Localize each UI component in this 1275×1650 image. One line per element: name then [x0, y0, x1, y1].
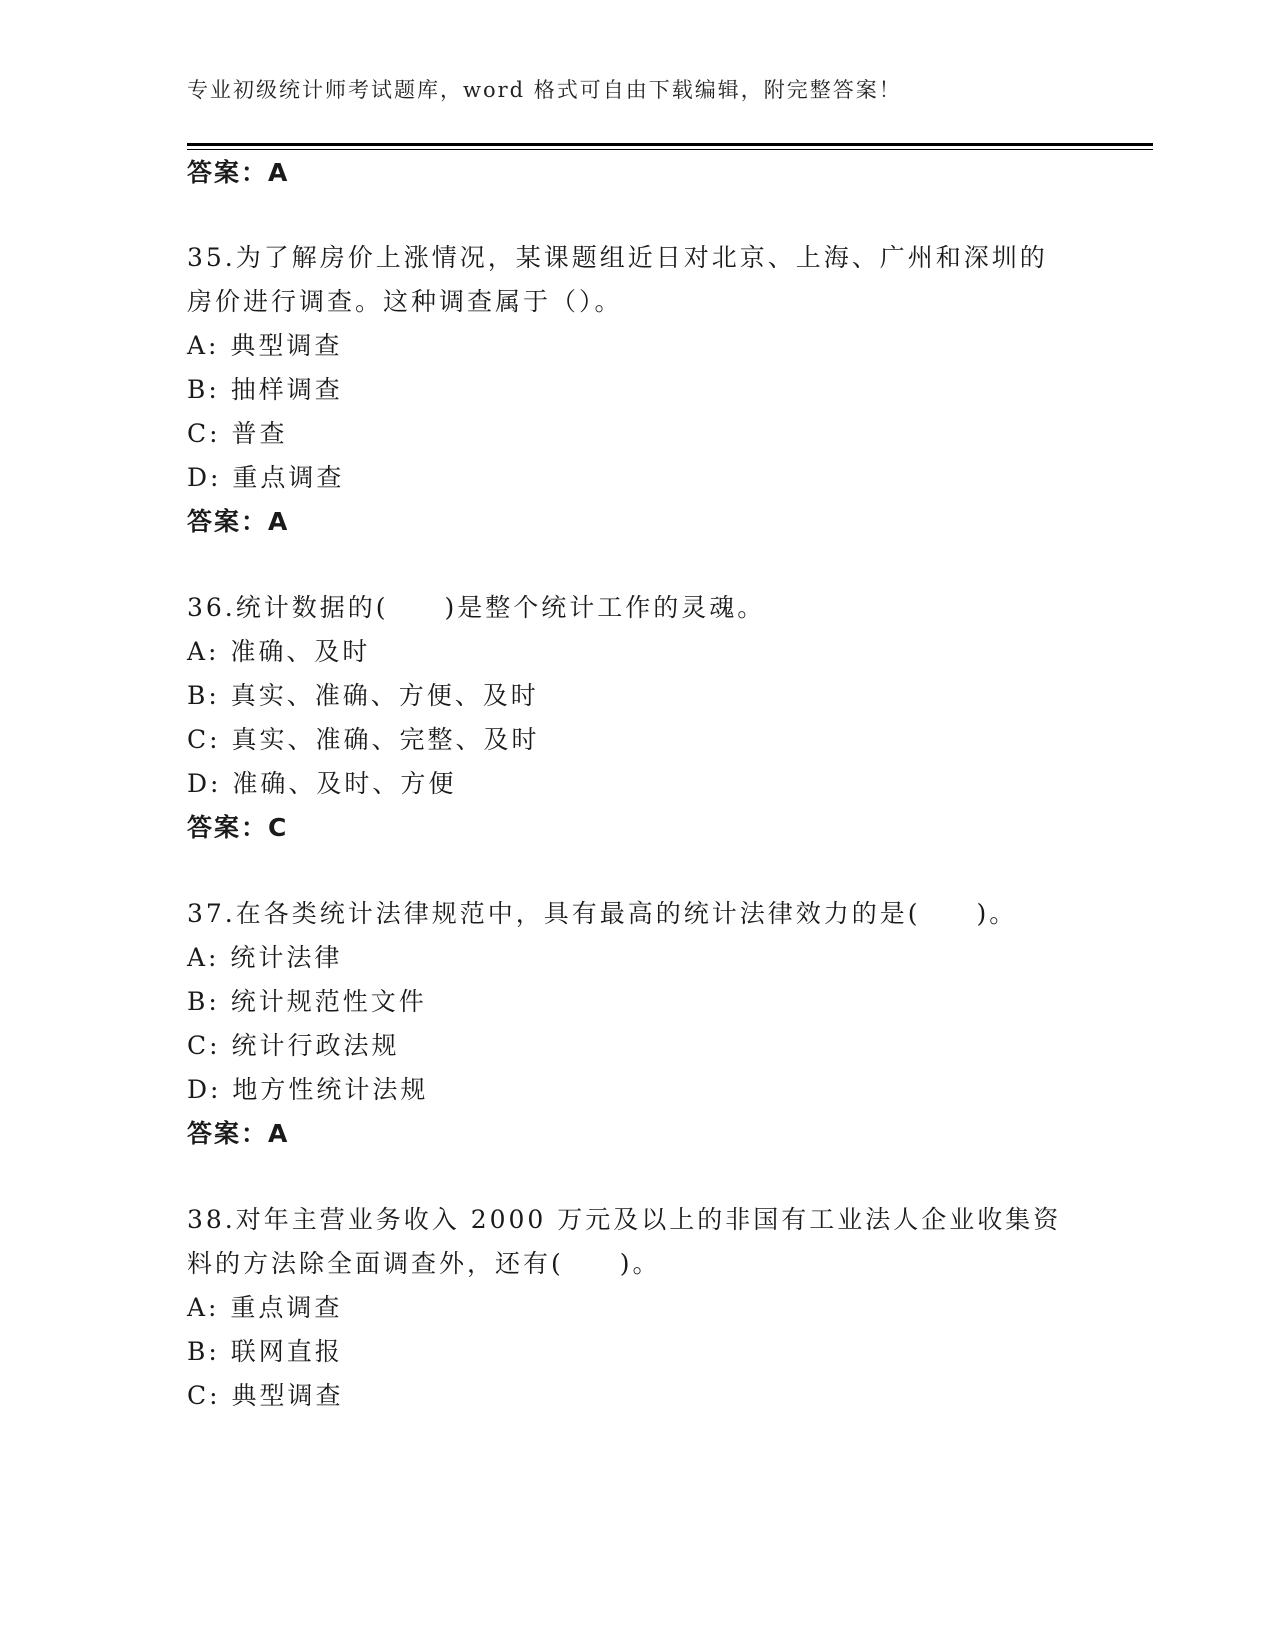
- question-38-option-a: A: 重点调查: [187, 1293, 343, 1322]
- header-rule-thin: [187, 149, 1153, 150]
- prev-answer: 答案：A: [187, 158, 290, 187]
- question-36-option-a: A: 准确、及时: [187, 637, 371, 666]
- question-37-option-b: B: 统计规范性文件: [187, 987, 427, 1016]
- page-header: 专业初级统计师考试题库，word 格式可自由下载编辑，附完整答案！: [187, 78, 902, 102]
- question-37-option-a: A: 统计法律: [187, 943, 343, 972]
- question-38-stem-line-2: 料的方法除全面调查外，还有( )。: [187, 1249, 661, 1278]
- question-35-option-b: B: 抽样调查: [187, 375, 343, 404]
- question-36-option-c: C: 真实、准确、完整、及时: [187, 725, 540, 754]
- question-37-option-c: C: 统计行政法规: [187, 1031, 400, 1060]
- question-37-option-d: D: 地方性统计法规: [187, 1075, 429, 1104]
- question-36-stem-line-1: 36.统计数据的( )是整个统计工作的灵魂。: [187, 593, 766, 622]
- question-37-answer: 答案：A: [187, 1119, 290, 1148]
- question-36-option-b: B: 真实、准确、方便、及时: [187, 681, 539, 710]
- question-35-stem-line-2: 房价进行调查。这种调查属于（）。: [187, 287, 623, 316]
- question-35-stem-line-1: 35.为了解房价上涨情况，某课题组近日对北京、上海、广州和深圳的: [187, 243, 1048, 272]
- question-36-option-d: D: 准确、及时、方便: [187, 769, 457, 798]
- header-rule-thick: [187, 143, 1153, 146]
- question-38-option-b: B: 联网直报: [187, 1337, 343, 1366]
- question-36-answer: 答案：C: [187, 813, 289, 842]
- question-37-stem-line-1: 37.在各类统计法律规范中，具有最高的统计法律效力的是( )。: [187, 899, 1018, 928]
- question-35-option-c: C: 普查: [187, 419, 288, 448]
- question-35-answer: 答案：A: [187, 507, 290, 536]
- question-38-option-c: C: 典型调查: [187, 1381, 344, 1410]
- question-35-option-d: D: 重点调查: [187, 463, 345, 492]
- question-35-option-a: A: 典型调查: [187, 331, 343, 360]
- question-38-stem-line-1: 38.对年主营业务收入 2000 万元及以上的非国有工业法人企业收集资: [187, 1205, 1062, 1234]
